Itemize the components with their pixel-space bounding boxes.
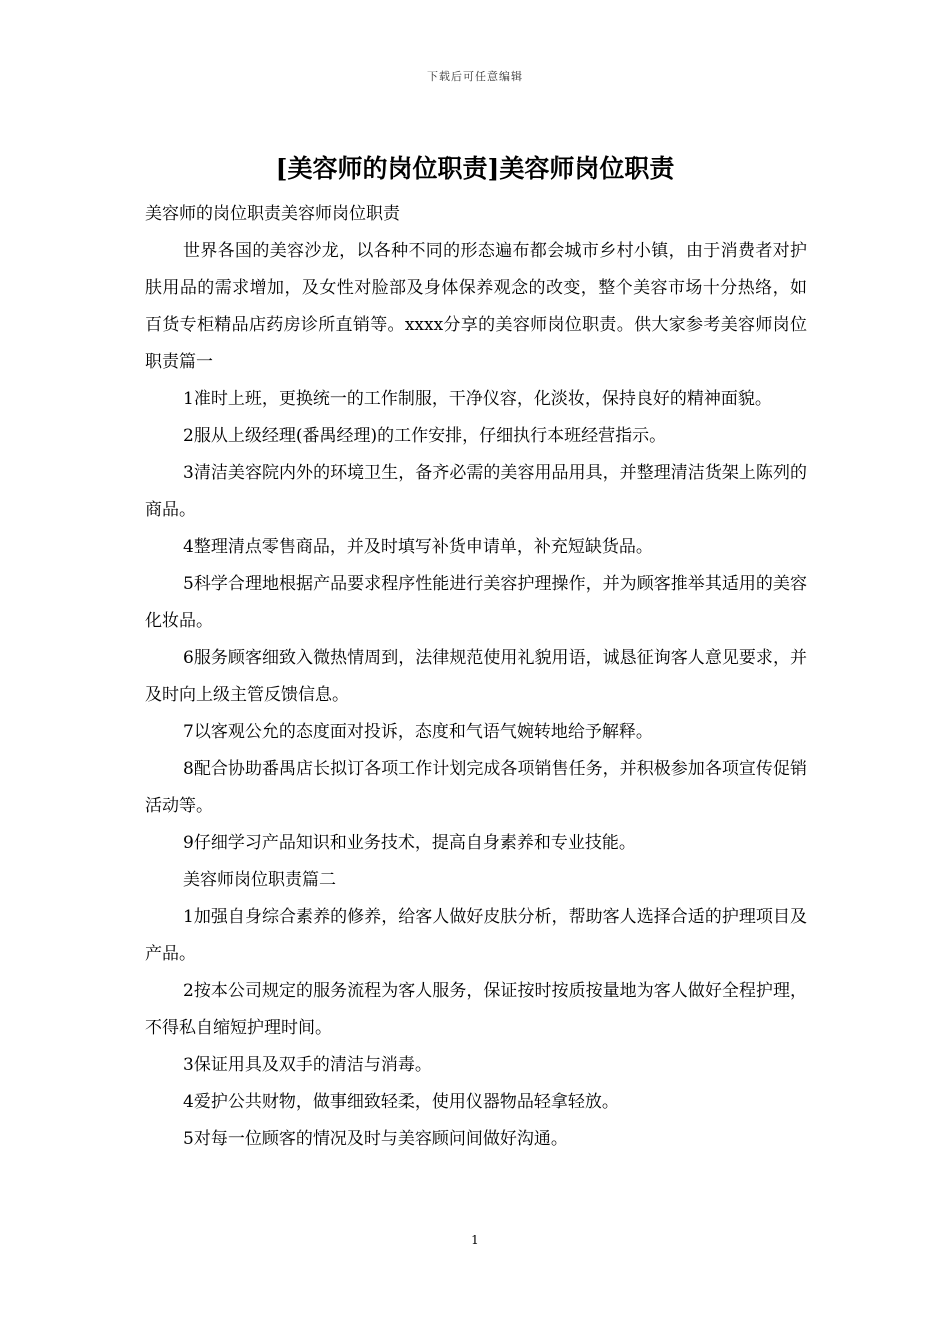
duty-item: 4爱护公共财物，做事细致轻柔，使用仪器物品轻拿轻放。 [183, 1092, 619, 1112]
subtitle-line: 美容师的岗位职责美容师岗位职责 [145, 204, 400, 224]
duty-item: 4整理清点零售商品，并及时填写补货申请单，补充短缺货品。 [183, 537, 653, 557]
document-title: [美容师的岗位职责]美容师岗位职责 [275, 154, 675, 183]
duty-item: 7以客观公允的态度面对投诉，态度和气语气婉转地给予解释。 [183, 722, 653, 742]
duty-item: 5对每一位顾客的情况及时与美容顾问间做好沟通。 [183, 1129, 568, 1149]
document-body [145, 196, 807, 1158]
page-number: 1 [471, 1233, 479, 1247]
duty-item: 1准时上班，更换统一的工作制服，干净仪容，化淡妆，保持良好的精神面貌。 [183, 389, 772, 409]
duty-item: 2按本公司规定的服务流程为客人服务，保证按时按质按量地为客人做好全程护理，不得私自缩短护理时间。 [145, 981, 807, 1038]
duty-item: 3保证用具及双手的清洁与消毒。 [183, 1055, 432, 1075]
intro-paragraph: 世界各国的美容沙龙，以各种不同的形态遍布都会城市乡村小镇，由于消费者对护肤用品的需求增加，及女性对脸部及身体保养观念的改变，整个美容市场十分热络，如百货专柜精品店药房诊所直销等。xxxx分享的美容师岗位职责。供大家参考美容师岗位职责篇一 [145, 241, 807, 372]
duty-item: 5科学合理地根据产品要求程序性能进行美容护理操作，并为顾客推举其适用的美容化妆品。 [145, 574, 807, 631]
section-heading: 美容师岗位职责篇二 [183, 870, 336, 890]
duty-item: 1加强自身综合素养的修养，给客人做好皮肤分析，帮助客人选择合适的护理项目及产品。 [145, 907, 807, 964]
duty-item: 8配合协助番禺店长拟订各项工作计划完成各项销售任务，并积极参加各项宣传促销活动等。 [145, 759, 807, 816]
duty-item: 2服从上级经理(番禺经理)的工作安排，仔细执行本班经营指示。 [183, 426, 667, 446]
header-note: 下载后可任意编辑 [427, 70, 523, 83]
duty-item: 9仔细学习产品知识和业务技术，提高自身素养和专业技能。 [183, 833, 636, 853]
duty-item: 6服务顾客细致入微热情周到，法律规范使用礼貌用语，诚恳征询客人意见要求，并及时向上级主管反馈信息。 [145, 648, 807, 705]
duty-item: 3清洁美容院内外的环境卫生，备齐必需的美容用品用具，并整理清洁货架上陈列的商品。 [145, 463, 807, 520]
